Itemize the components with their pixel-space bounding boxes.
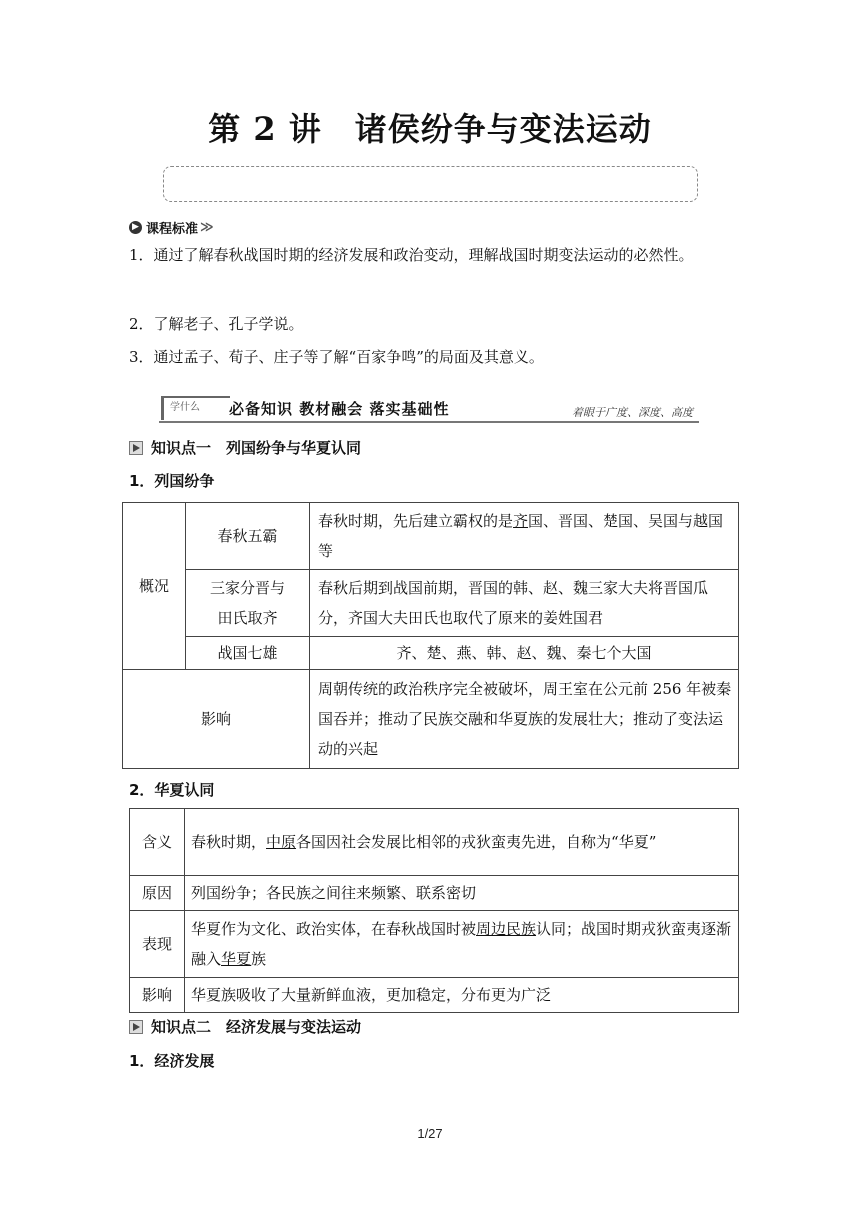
banner-text: 必备知识 教材融会 落实基础性 <box>229 400 450 418</box>
page-number: 1/27 <box>417 1126 443 1141</box>
row-desc: 春秋时期，中原各国因社会发展比相邻的戎狄蛮夷先进，自称为“华夏” <box>185 809 739 876</box>
standards-heading <box>129 218 214 237</box>
table-row <box>123 503 739 570</box>
knowledge-point-2-heading <box>129 1016 361 1037</box>
subheading-3: 1．经济发展 <box>129 1052 215 1070</box>
double-chevron-icon: ≫ <box>200 220 214 235</box>
banner-logo: 学什么 <box>161 396 230 420</box>
standard-item-1: 1．通过了解春秋战国时期的经济发展和政治变动，理解战国时期变法运动的必然性。 <box>129 246 694 264</box>
subheading-1: 1．列国纷争 <box>129 472 215 490</box>
standards-heading-text: 课程标准 <box>146 222 199 237</box>
overview-label: 概况 <box>123 503 186 670</box>
row-label: 原因 <box>130 876 185 911</box>
table-row <box>130 978 739 1013</box>
row-label: 含义 <box>130 809 185 876</box>
row-desc: 齐、楚、燕、韩、赵、魏、秦七个大国 <box>310 637 739 670</box>
page-title: 第 2 讲 诸侯纷争与变法运动 <box>208 110 652 148</box>
table-row <box>130 876 739 911</box>
row-label: 表现 <box>130 911 185 978</box>
row-desc: 春秋后期到战国前期，晋国的韩、赵、魏三家大夫将晋国瓜分，齐国大夫田氏也取代了原来的姜姓国君 <box>310 570 739 637</box>
table-row <box>130 809 739 876</box>
knowledge-point-1-heading <box>129 437 361 458</box>
knowledge-point-1-title: 知识点一 列国纷争与华夏认同 <box>151 439 362 457</box>
row-label: 战国七雄 <box>186 637 310 670</box>
row-desc: 列国纷争；各民族之间往来频繁、联系密切 <box>185 876 739 911</box>
row-label: 春秋五霸 <box>186 503 310 570</box>
table-row <box>130 911 739 978</box>
row-desc: 华夏族吸收了大量新鲜血液，更加稳定，分布更为广泛 <box>185 978 739 1013</box>
table-row <box>123 637 739 670</box>
huaxia-identity-table <box>129 808 739 1013</box>
row-label: 三家分晋与 田氏取齐 <box>186 570 310 637</box>
row-desc: 春秋时期，先后建立霸权的是齐国、晋国、楚国、吴国与越国等 <box>310 503 739 570</box>
subheading-2: 2．华夏认同 <box>129 781 215 799</box>
triangle-icon <box>129 1020 143 1034</box>
table-row <box>123 570 739 637</box>
note-box <box>163 166 698 202</box>
impact-label: 影响 <box>123 670 310 769</box>
play-circle-icon: ▶ <box>129 221 142 234</box>
row-desc: 华夏作为文化、政治实体，在春秋战国时被周边民族认同；战国时期戎狄蛮夷逐渐融入华夏族 <box>185 911 739 978</box>
knowledge-point-2-title: 知识点二 经济发展与变法运动 <box>151 1018 362 1036</box>
standard-item-3: 3．通过孟子、荀子、庄子等了解“百家争鸣”的局面及其意义。 <box>129 348 544 366</box>
table-row <box>123 670 739 769</box>
section-banner <box>159 396 699 423</box>
states-rivalry-table <box>122 502 739 769</box>
banner-tagline: 着眼于广度、深度、高度 <box>572 406 693 419</box>
impact-desc: 周朝传统的政治秩序完全被破坏，周王室在公元前 256 年被秦国吞并；推动了民族交融和华夏族的发展壮大；推动了变法运动的兴起 <box>310 670 739 769</box>
row-label: 影响 <box>130 978 185 1013</box>
standard-item-2: 2．了解老子、孔子学说。 <box>129 315 304 333</box>
triangle-icon <box>129 441 143 455</box>
